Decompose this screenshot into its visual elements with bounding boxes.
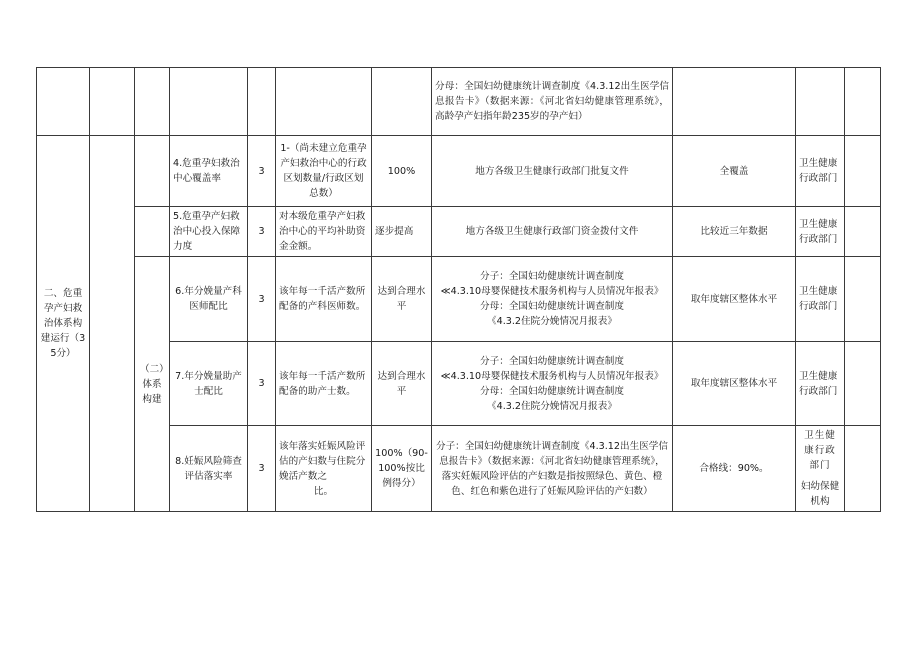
data-source-cell: 分母：全国妇幼健康统计调查制度《4.3.12出生医学信息报告卡》（数据来源：《河北省妇幼健康管理系统》，高龄孕产妇指年龄235岁的孕产妇） <box>432 68 673 136</box>
dept-cell <box>796 426 845 512</box>
score-cell: 3 <box>248 136 276 207</box>
method-cell: 取年度辖区整体水平 <box>673 342 796 426</box>
table-row <box>37 136 881 207</box>
method-cell: 比较近三年数据 <box>673 207 796 257</box>
source-line: 《4.3.2住院分娩情况月报表》 <box>487 400 617 412</box>
definition-cell: 该年每一千活产数所配备的产科医师数。 <box>276 257 372 342</box>
standard-cell: 100% <box>372 136 432 207</box>
definition-cell: 该年每一千活产数所配备的助产士数。 <box>276 342 372 426</box>
subsection-title: （二）体系构建 <box>135 257 170 512</box>
score-cell: 3 <box>248 207 276 257</box>
table-cell <box>90 136 135 512</box>
table-cell <box>37 68 90 136</box>
standard-cell: 100%（90-100%按比例得分） <box>372 426 432 512</box>
source-line: ≪4.3.10母婴保健技术服务机构与人员情况年报表》 <box>440 370 664 382</box>
score-cell: 3 <box>248 426 276 512</box>
table-cell <box>170 68 248 136</box>
table-cell <box>673 68 796 136</box>
indicator-name: 7.年分娩量助产士配比 <box>170 342 248 426</box>
data-source-cell: 分子：全国妇幼健康统计调查制度《4.3.12出生医学信息报告卡》（数据来源：《河北省妇幼健康管理系统》，落实妊娠风险评估的产妇数是指按照绿色、黄色、橙色、红色和紫色进行了妊娠风险评估的产妇数） <box>432 426 673 512</box>
table-cell <box>90 68 135 136</box>
indicator-name: 5.危重孕产妇救治中心投入保障力度 <box>170 207 248 257</box>
method-cell: 全覆盖 <box>673 136 796 207</box>
source-line: 分母：全国妇幼健康统计调查制度 <box>480 385 624 397</box>
dept-cell: 卫生健康行政部门 <box>796 207 845 257</box>
method-cell: 取年度辖区整体水平 <box>673 257 796 342</box>
table-cell <box>845 426 881 512</box>
standard-cell: 逐步提高 <box>372 207 432 257</box>
data-source-cell <box>432 257 673 342</box>
method-cell: 合格线：90%。 <box>673 426 796 512</box>
data-source-cell: 地方各级卫生健康行政部门资金拨付文件 <box>432 207 673 257</box>
table-row <box>37 207 881 257</box>
score-cell: 3 <box>248 257 276 342</box>
dept-cell: 卫生健康行政部门 <box>796 342 845 426</box>
dept-line: 卫生健康行政部门 <box>804 430 836 471</box>
table-cell <box>845 136 881 207</box>
definition-cell: 对本级危重孕产妇救治中心的平均补助资金金额。 <box>276 207 372 257</box>
table-cell <box>135 207 170 257</box>
indicator-table <box>36 67 881 512</box>
section-title: 二、危重孕产妇救治体系构建运行（35分） <box>37 136 90 512</box>
definition-line: 比。 <box>313 485 334 497</box>
dept-cell: 卫生健康行政部门 <box>796 136 845 207</box>
table-row <box>37 68 881 136</box>
definition-line: 该年落实妊娠风险评估的产妇数与住院分娩活产数之 <box>279 440 366 482</box>
standard-cell: 达到合理水平 <box>372 257 432 342</box>
definition-cell: 1-（尚未建立危重孕产妇救治中心的行政区划数量/行政区划总数） <box>276 136 372 207</box>
indicator-name: 6.年分娩量产科医师配比 <box>170 257 248 342</box>
source-line: 分母：全国妇幼健康统计调查制度 <box>480 301 624 312</box>
indicator-name: 4.危重孕妇救治中心覆盖率 <box>170 136 248 207</box>
table-cell <box>135 136 170 207</box>
table-cell <box>248 68 276 136</box>
source-line: 分子：全国妇幼健康统计调查制度 <box>480 271 624 282</box>
standard-cell: 达到合理水平 <box>372 342 432 426</box>
data-source-cell: 地方各级卫生健康行政部门批复文件 <box>432 136 673 207</box>
table-cell <box>796 68 845 136</box>
table-row <box>37 257 881 342</box>
indicator-name: 8.妊娠风险筛查评估落实率 <box>170 426 248 512</box>
table-cell <box>135 68 170 136</box>
table-cell <box>845 68 881 136</box>
table-cell <box>276 68 372 136</box>
source-line: 《4.3.2住院分娩情况月报表》 <box>487 316 617 327</box>
dept-cell: 卫生健康行政部门 <box>796 257 845 342</box>
data-source-cell <box>432 342 673 426</box>
table-cell <box>845 342 881 426</box>
dept-line: 妇幼保健机构 <box>800 481 840 507</box>
table-cell <box>845 207 881 257</box>
definition-cell <box>276 426 372 512</box>
table-cell <box>845 257 881 342</box>
source-line: 分子：全国妇幼健康统计调查制度 <box>480 355 624 367</box>
score-cell: 3 <box>248 342 276 426</box>
source-line: ≪4.3.10母婴保健技术服务机构与人员情况年报表》 <box>440 286 664 297</box>
table-cell <box>372 68 432 136</box>
